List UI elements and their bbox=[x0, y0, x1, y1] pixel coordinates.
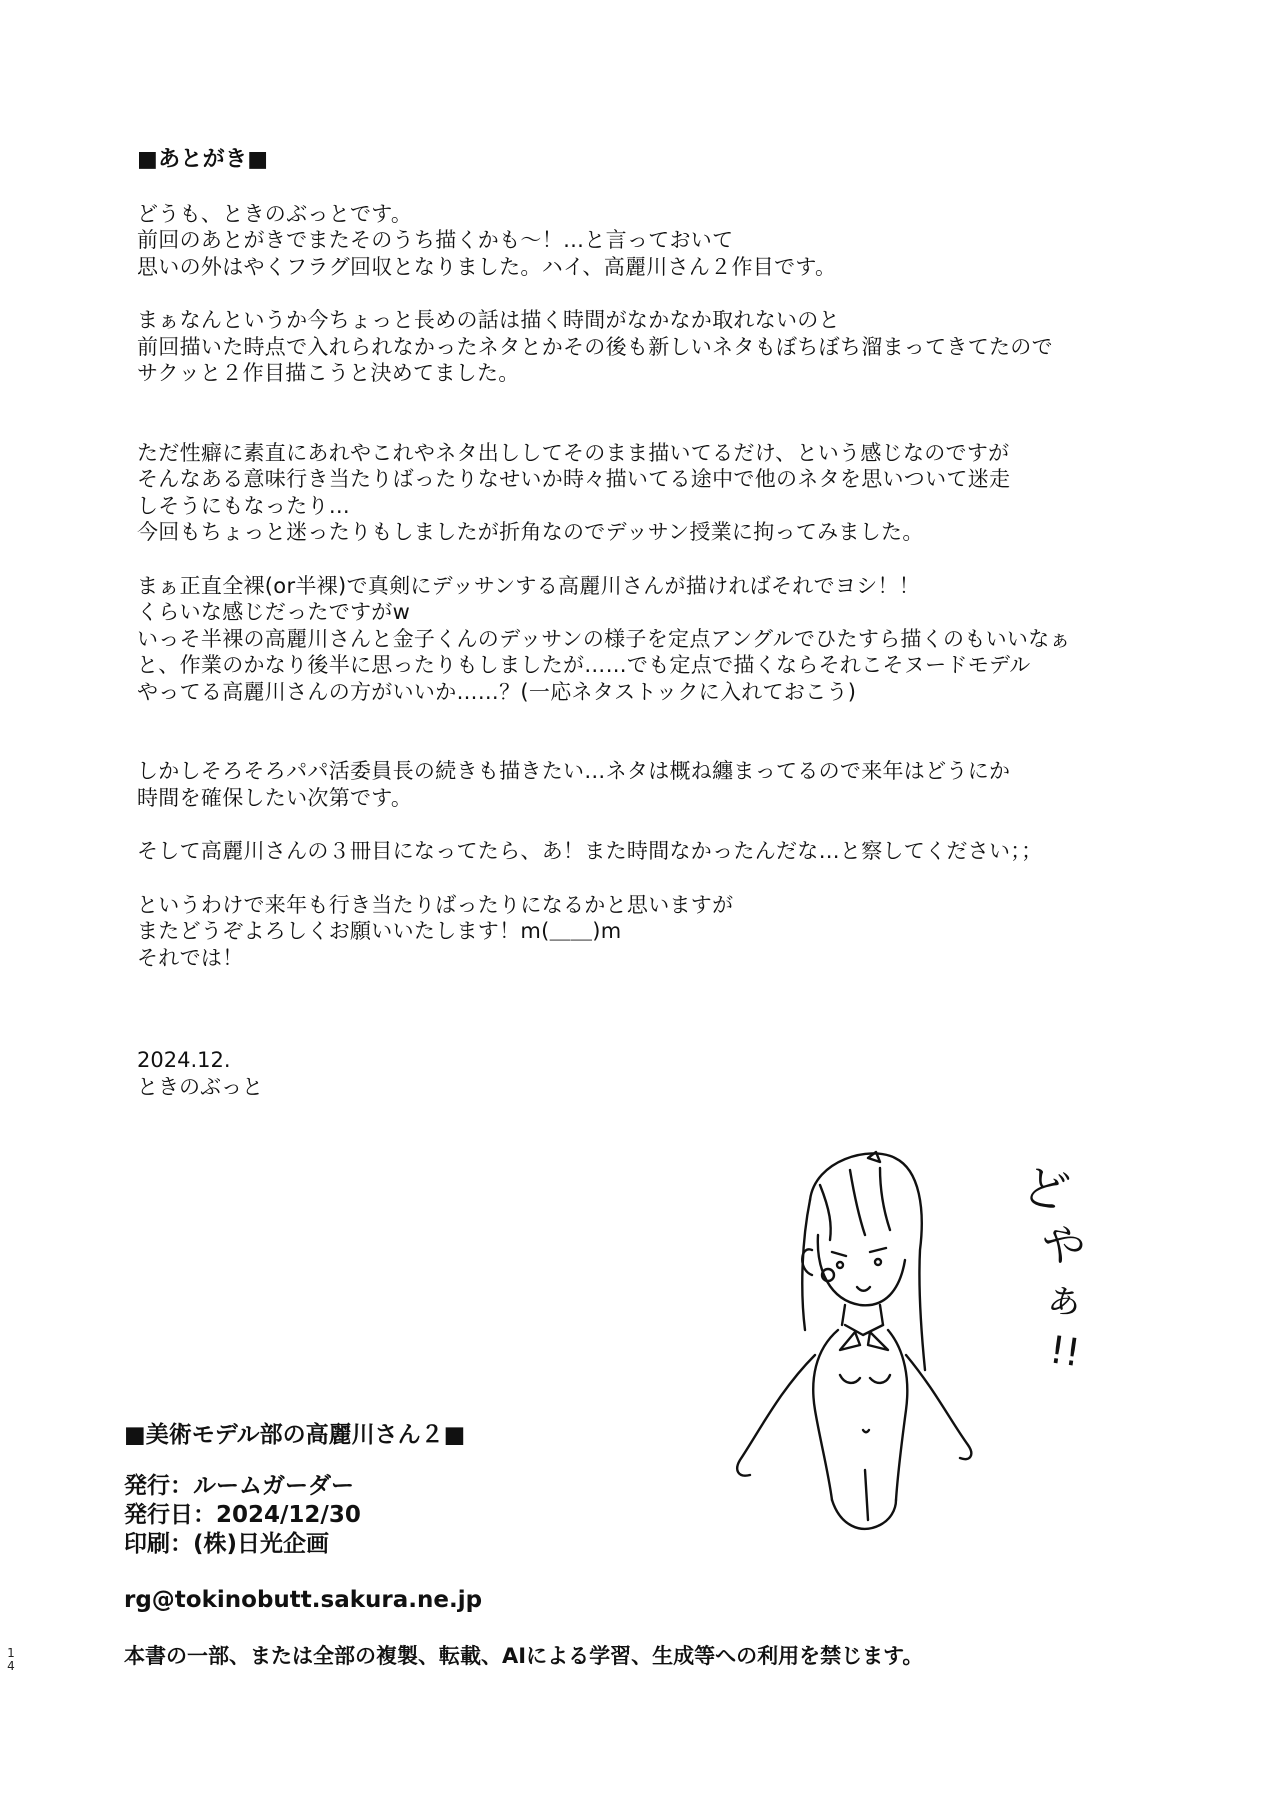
text-line: サクッと２作目描こうと決めてました。 bbox=[137, 361, 520, 385]
text-line: またどうぞよろしくお願いいたします！m(＿＿)m bbox=[137, 919, 622, 943]
text-line: 今回もちょっと迷ったりもしましたが折角なのでデッサン授業に拘ってみました。 bbox=[137, 520, 924, 544]
paragraph-5 bbox=[137, 758, 1137, 811]
afterword-signature bbox=[137, 1047, 263, 1100]
paragraph-4 bbox=[137, 573, 1137, 706]
afterword-section bbox=[137, 147, 1137, 971]
text-line: どうも、ときのぶっとです。 bbox=[137, 201, 413, 226]
text-line: と、作業のかなり後半に思ったりもしましたが……でも定点で描くならそれこそヌードモデル bbox=[137, 653, 1031, 677]
text-line: くらいな感じだったですがw bbox=[137, 600, 411, 624]
text-line: 前回描いた時点で入れられなかったネタとかその後も新しいネタもぼちぼち溜まってきてたので bbox=[137, 334, 1053, 359]
text-line: それでは！ bbox=[137, 945, 244, 970]
page-number-digit: 4 bbox=[7, 1659, 15, 1673]
colophon-section bbox=[124, 1420, 923, 1671]
paragraph-6 bbox=[137, 838, 1137, 865]
text-line: 思いの外はやくフラグ回収となりました。ハイ、高麗川さん２作目です。 bbox=[137, 254, 837, 279]
afterword-heading: ■あとがき■ bbox=[137, 147, 269, 172]
text-line: ただ性癖に素直にあれやこれやネタ出ししてそのまま描いてるだけ、という感じなのですが bbox=[137, 440, 1010, 465]
book-title: ■美術モデル部の高麗川さん２■ bbox=[124, 1422, 466, 1448]
text-line: しそうにもなったり… bbox=[137, 493, 350, 518]
sound-effect-char-3: ぁ bbox=[1040, 1269, 1091, 1326]
text-line: まぁ正直全裸(or半裸)で真剣にデッサンする高麗川さんが描ければそれでヨシ！！ bbox=[137, 573, 921, 598]
text-line: 前回のあとがきでまたそのうち描くかも〜！…と言っておいて bbox=[137, 228, 734, 252]
copyright-notice: 本書の一部、または全部の複製、転載、AIによる学習、生成等への利用を禁じます。 bbox=[124, 1644, 924, 1668]
text-line: しかしそろそろパパ活委員長の続きも描きたい…ネタは概ね纏まってるので来年はどうにか bbox=[137, 759, 1011, 783]
afterword-author: ときのぶっと bbox=[137, 1074, 263, 1099]
paragraph-2 bbox=[137, 307, 1137, 387]
text-line: 時間を確保したい次第です。 bbox=[137, 785, 413, 810]
page-number-digit: 1 bbox=[7, 1646, 15, 1660]
text-line: やってる高麗川さんの方がいいか……？(一応ネタストックに入れておこう) bbox=[137, 679, 857, 704]
publisher: 発行：ルームガーダー bbox=[124, 1473, 354, 1499]
text-line: そして高麗川さんの３冊目になってたら、あ！また時間なかったんだな…と察してください；； bbox=[137, 839, 1043, 863]
contact-email: rg@tokinobutt.sakura.ne.jp bbox=[124, 1587, 483, 1613]
text-line: というわけで来年も行き当たりばったりになるかと思いますが bbox=[137, 892, 734, 917]
afterword-date: 2024.12. bbox=[137, 1048, 231, 1072]
colophon-info bbox=[124, 1472, 923, 1559]
sound-effect-char-4: !! bbox=[1046, 1327, 1084, 1376]
printer: 印刷：(株)日光企画 bbox=[124, 1531, 330, 1557]
sound-effect-char-1: ど bbox=[1017, 1157, 1074, 1221]
paragraph-1 bbox=[137, 201, 1137, 281]
paragraph-7 bbox=[137, 892, 1137, 972]
text-line: まぁなんというか今ちょっと長めの話は描く時間がなかなか取れないのと bbox=[137, 308, 840, 332]
paragraph-3 bbox=[137, 440, 1137, 546]
text-line: そんなある意味行き当たりばったりなせいか時々描いてる途中で他のネタを思いついて迷走 bbox=[137, 467, 1011, 491]
text-line: いっそ半裸の高麗川さんと金子くんのデッサンの様子を定点アングルでひたすら描くのもいいなぁ bbox=[137, 626, 1071, 651]
sound-effect-char-2: や bbox=[1035, 1216, 1091, 1277]
page-number bbox=[5, 1647, 17, 1673]
release-date: 発行日：2024/12/30 bbox=[124, 1502, 361, 1528]
